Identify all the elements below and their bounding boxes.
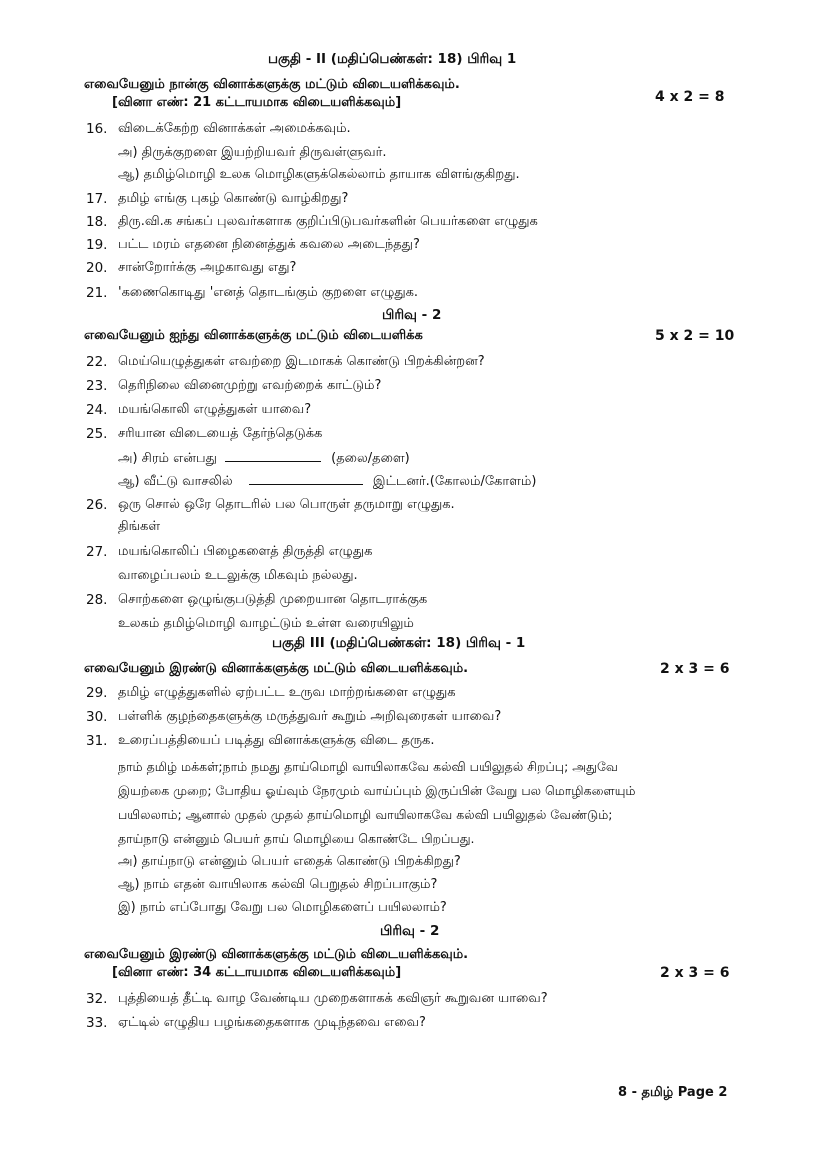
question-number: 26. [86,497,108,513]
question-word: திங்கள் [118,519,161,534]
part3-s2-heading: பிரிவு - 2 [380,923,440,939]
passage-line: நாம் தமிழ் மக்கள்;நாம் நமது தாய்மொழி வாயிலாகவே கல்வி பயிலுதல் சிறப்பு; அதுவே [118,759,618,774]
question-number: 17. [86,191,108,207]
question-number: 19. [86,237,108,253]
question-text: திரு.வி.க சங்கப் புலவர்களாக குறிப்பிடுபவர்களின் பெயர்களை எழுதுக [118,214,538,229]
question-number: 25. [86,426,108,442]
part2-marks: 4 x 2 = 8 [655,89,725,105]
question-option: அ) தாய்நாடு என்னும் பெயர் எதைக் கொண்டு பிறக்கிறது? [118,854,461,869]
answer-blank [249,472,363,485]
question-option: ஆ) தமிழ்மொழி உலக மொழிகளுக்கெல்லாம் தாயாக விளங்குகிறது. [118,167,520,182]
question-number: 31. [86,733,108,749]
fill-blank-line [118,472,536,491]
question-sentence: வாழைப்பலம் உடலுக்கு மிகவும் நல்லது. [118,568,358,583]
question-number: 32. [86,991,108,1007]
question-number: 18. [86,214,108,230]
question-number: 22. [86,354,108,370]
question-number: 29. [86,685,108,701]
part3-heading: பகுதி III (மதிப்பெண்கள்: 18) பிரிவு - 1 [272,635,526,651]
fill-blank-line [118,449,410,468]
part2-heading: பகுதி - II (மதிப்பெண்கள்: 18) பிரிவு 1 [268,51,517,67]
question-text: சொற்களை ஒழுங்குபடுத்தி முறையான தொடராக்குக [118,592,428,607]
part2-s2-marks: 5 x 2 = 10 [655,328,735,344]
part3-s2-instruction: எவையேனும் இரண்டு வினாக்களுக்கு மட்டும் விடையளிக்கவும். [84,947,469,962]
question-text: விடைக்கேற்ற வினாக்கள் அமைக்கவும். [118,121,351,136]
question-text: சரியான விடையைத் தேர்ந்தெடுக்க [118,426,323,441]
question-option: அ) திருக்குறளை இயற்றியவர் திருவள்ளுவர். [118,145,387,160]
question-number: 24. [86,402,108,418]
question-text: மெய்யெழுத்துகள் எவற்றை இடமாகக் கொண்டு பிறக்கின்றன? [118,354,485,369]
question-number: 27. [86,544,108,560]
question-text: தெரிநிலை வினைமுற்று எவற்றைக் காட்டும்? [118,378,382,393]
page-footer: 8 - தமிழ் Page 2 [618,1085,728,1100]
question-text: மயங்கொலிப் பிழைகளைத் திருத்தி எழுதுக [118,544,373,559]
part2-s2-heading: பிரிவு - 2 [382,307,442,323]
question-text: மயங்கொலி எழுத்துகள் யாவை? [118,402,312,417]
question-text: உரைப்பத்தியைப் படித்து வினாக்களுக்கு விடை தருக. [118,733,435,748]
fill-blank-options: (தலை/தளை) [331,451,410,466]
fill-blank-prefix: அ) சிரம் என்பது [118,451,217,466]
question-text: 'கணைகொடிது 'எனத் தொடங்கும் குறளை எழுதுக. [118,285,419,300]
question-words: உலகம் தமிழ்மொழி வாழட்டும் உள்ள வரையிலும் [118,616,414,631]
question-text: தமிழ் எழுத்துகளில் ஏற்பட்ட உருவ மாற்றங்களை எழுதுக [118,685,456,700]
question-number: 23. [86,378,108,394]
question-text: புத்தியைத் தீட்டி வாழ வேண்டிய முறைகளாகக் கவிஞர் கூறுவன யாவை? [118,991,548,1006]
part2-s2-instruction: எவையேனும் ஐந்து வினாக்களுக்கு மட்டும் விடையளிக்க [84,328,423,343]
part3-s2-note: [வினா எண்: 34 கட்டாயமாக விடையளிக்கவும்] [112,965,402,980]
question-number: 16. [86,121,108,137]
question-text: ஒரு சொல் ஒரே தொடரில் பல பொருள் தருமாறு எழுதுக. [118,497,455,512]
question-text: தமிழ் எங்கு புகழ் கொண்டு வாழ்கிறது? [118,191,349,206]
answer-blank [225,449,321,462]
fill-blank-options: இட்டனர்.(கோலம்/கோளம்) [372,474,537,489]
part2-note: [வினா எண்: 21 கட்டாயமாக விடையளிக்கவும்] [112,95,402,110]
passage-line: பயிலலாம்; ஆனால் முதல் முதல் தாய்மொழி வாயிலாகவே கல்வி பயிலுதல் வேண்டும்; [118,807,613,822]
question-number: 30. [86,709,108,725]
question-option: இ) நாம் எப்போது வேறு பல மொழிகளைப் பயிலலாம்? [118,900,447,915]
question-text: பட்ட மரம் எதனை நினைத்துக் கவலை அடைந்தது? [118,237,420,252]
part3-instruction: எவையேனும் இரண்டு வினாக்களுக்கு மட்டும் விடையளிக்கவும். [84,661,469,676]
fill-blank-prefix: ஆ) வீட்டு வாசலில் [118,474,233,489]
question-text: பள்ளிக் குழந்தைகளுக்கு மருத்துவர் கூறும் அறிவுரைகள் யாவை? [118,709,502,724]
question-option: ஆ) நாம் எதன் வாயிலாக கல்வி பெறுதல் சிறப்பாகும்? [118,877,438,892]
question-number: 21. [86,285,108,301]
question-number: 20. [86,260,108,276]
question-number: 28. [86,592,108,608]
part3-s2-marks: 2 x 3 = 6 [660,965,730,981]
passage-line: தாய்நாடு என்னும் பெயர் தாய் மொழியை கொண்டே பிறப்பது. [118,831,475,846]
passage-line: இயற்கை முறை; போதிய ஓய்வும் நேரமும் வாய்ப்பும் இருப்பின் வேறு பல மொழிகளையும் [118,783,636,798]
question-text: சான்றோர்க்கு அழகாவது எது? [118,260,297,275]
part2-instruction: எவையேனும் நான்கு வினாக்களுக்கு மட்டும் விடையளிக்கவும். [84,77,460,92]
question-number: 33. [86,1015,108,1031]
question-text: ஏட்டில் எழுதிய பழங்கதைகளாக முடிந்தவை எவை? [118,1015,426,1030]
part3-marks: 2 x 3 = 6 [660,661,730,677]
